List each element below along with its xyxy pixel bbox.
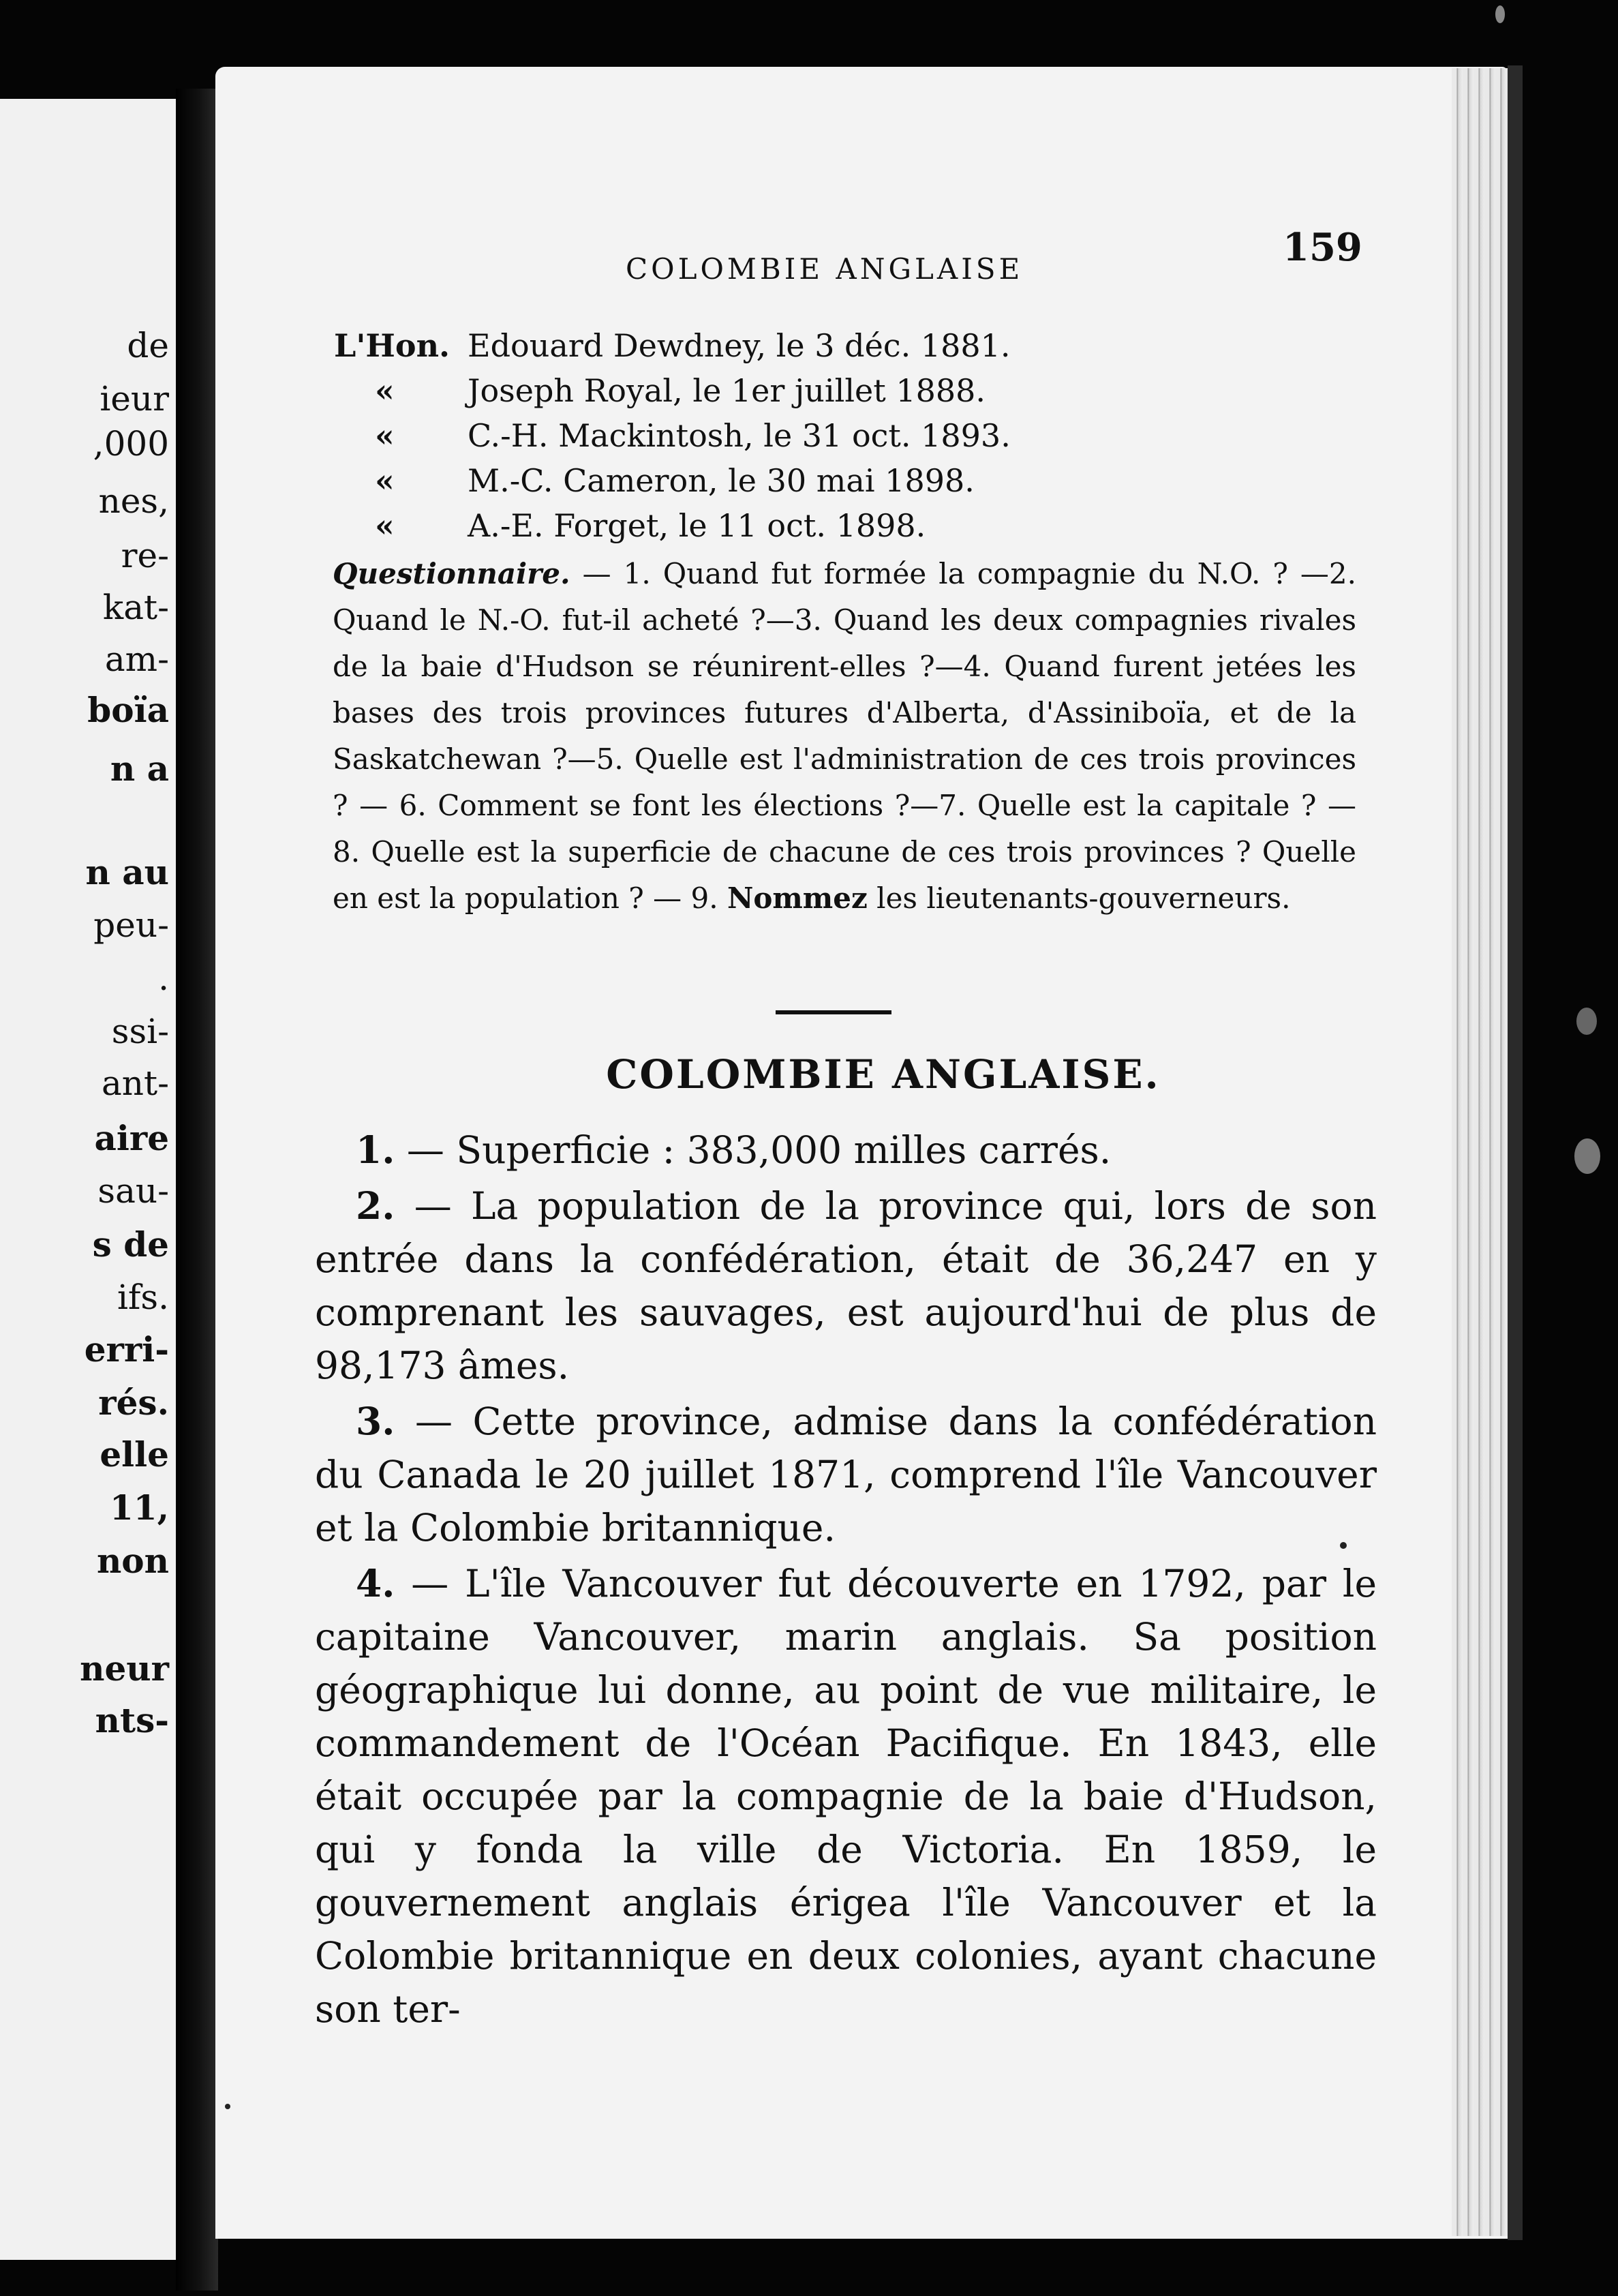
left-page-fragment: elle (100, 1434, 169, 1475)
questionnaire (333, 551, 1356, 922)
paragraph-number: 4. (356, 1561, 395, 1605)
governor-line (334, 327, 1011, 364)
left-page-fragment: neur (80, 1648, 169, 1689)
ditto-mark: « (375, 372, 395, 409)
left-page-fragment: erri- (84, 1329, 169, 1370)
left-page-fragment: ,000 (93, 424, 169, 464)
left-page-fragment: nes, (98, 481, 169, 521)
left-page-fragment: am- (104, 639, 169, 679)
governor-text: A.-E. Forget, le 11 oct. 1898. (468, 507, 926, 544)
running-head: COLOMBIE ANGLAISE (626, 252, 1024, 286)
left-page-fragment: peu- (93, 905, 169, 945)
left-page-fragment: sau- (97, 1171, 169, 1211)
paragraph-text: — Superficie : 383,000 milles carrés. (395, 1128, 1112, 1172)
left-page-fragment: n a (110, 749, 169, 789)
section-divider (776, 1010, 891, 1014)
left-page (0, 99, 177, 2260)
governor-prefix: L'Hon. (334, 327, 451, 364)
governor-text: M.-C. Cameron, le 30 mai 1898. (468, 462, 975, 499)
left-page-fragment: ifs. (117, 1278, 169, 1317)
scan-speck (1340, 1542, 1347, 1549)
page-edges (1452, 68, 1513, 2236)
left-page-fragment: kat- (102, 588, 169, 627)
left-page-fragment: ant- (102, 1063, 169, 1103)
governor-line (334, 417, 1011, 454)
left-page-fragment: n au (85, 852, 169, 892)
left-page-fragment: non (96, 1541, 169, 1581)
scan-speck (225, 2104, 230, 2109)
paragraph-number: 1. (356, 1128, 395, 1172)
left-page-text-fragments (0, 99, 177, 2260)
left-page-fragment: aire (94, 1118, 169, 1158)
section-title: COLOMBIE ANGLAISE. (606, 1051, 1161, 1098)
paragraph-text: — La population de la province qui, lors de son entrée dans la confédération, était de 36,247 en y comprenant les sauvages, est aujourd'hui de plus de 98,173 âmes. (315, 1184, 1377, 1387)
ditto-mark: « (375, 507, 395, 544)
paragraph (315, 1557, 1377, 2036)
ditto-mark: « (375, 417, 395, 454)
body-text (315, 1123, 1377, 2038)
questionnaire-label: Questionnaire. (333, 557, 570, 590)
left-page-fragment: 11, (110, 1487, 169, 1528)
paragraph (315, 1123, 1377, 1177)
book-gutter (176, 89, 218, 2291)
left-page-fragment: nts- (95, 1700, 169, 1740)
paragraph-text: — Cette province, admise dans la confédération du Canada le 20 juillet 1871, comprend l'île Vancouver et la Colombie britannique. (315, 1400, 1377, 1550)
left-page-fragment: . (158, 958, 169, 998)
left-page-fragment: ssi- (111, 1012, 169, 1051)
scan-speck (1495, 5, 1505, 23)
governor-text: Edouard Dewdney, le 3 déc. 1881. (468, 327, 1011, 364)
scan-speck (1574, 1138, 1600, 1174)
page-header (215, 225, 1374, 286)
ditto-mark: « (375, 462, 395, 499)
paragraph-text: — L'île Vancouver fut découverte en 1792, par le capitaine Vancouver, marin anglais. Sa position géographique lui donne, au point de vue militaire, le commandement de l'Océan Pacifique. En 1843, elle était occupée par la compagnie de la baie d'Hudson, qui y fonda la ville de Victoria. En 1859, le gouvernement anglais érigea l'île Vancouver et la Colombie britannique en deux colonies, ayant chacune son ter- (315, 1562, 1377, 2031)
left-page-fragment: de (127, 326, 169, 365)
left-page-fragment: ieur (100, 379, 169, 419)
governor-line (334, 462, 975, 499)
governor-line (334, 372, 986, 409)
page-number: 159 (1283, 225, 1362, 270)
scan-speck (1576, 1008, 1597, 1035)
governor-text: C.-H. Mackintosh, le 31 oct. 1893. (468, 417, 1011, 454)
left-page-fragment: rés. (98, 1383, 169, 1423)
questionnaire-tail: les lieutenants-gouverneurs. (867, 881, 1291, 915)
paragraph (315, 1395, 1377, 1554)
paragraph-number: 2. (356, 1183, 395, 1228)
governor-text: Joseph Royal, le 1er juillet 1888. (468, 372, 986, 409)
paragraph-number: 3. (356, 1399, 395, 1443)
page-edge-shadow (1508, 65, 1523, 2240)
questionnaire-text: — 1. Quand fut formée la compagnie du N.O. ? —2. Quand le N.-O. fut-il acheté ?—3. Quand les deux compagnies rivales de la baie d'Hudson se réunirent-elles ?—4. Quand furent jetées les bases des trois provinces futures d'Alberta, d'Assiniboïa, et de la Saskatchewan ?—5. Quelle est l'administration de ces trois provinces ? — 6. Comment se font les élections ?—7. Quelle est la capitale ? — 8. Quelle est la superficie de chacune de ces trois provinces ? Quelle en est la population ? — 9. (333, 557, 1356, 915)
left-page-fragment: re- (121, 536, 169, 575)
questionnaire-nommez: Nommez (727, 881, 868, 915)
left-page-fragment: s de (92, 1224, 169, 1265)
paragraph (315, 1179, 1377, 1392)
left-page-fragment: boïa (87, 690, 169, 730)
governor-line (334, 507, 926, 544)
